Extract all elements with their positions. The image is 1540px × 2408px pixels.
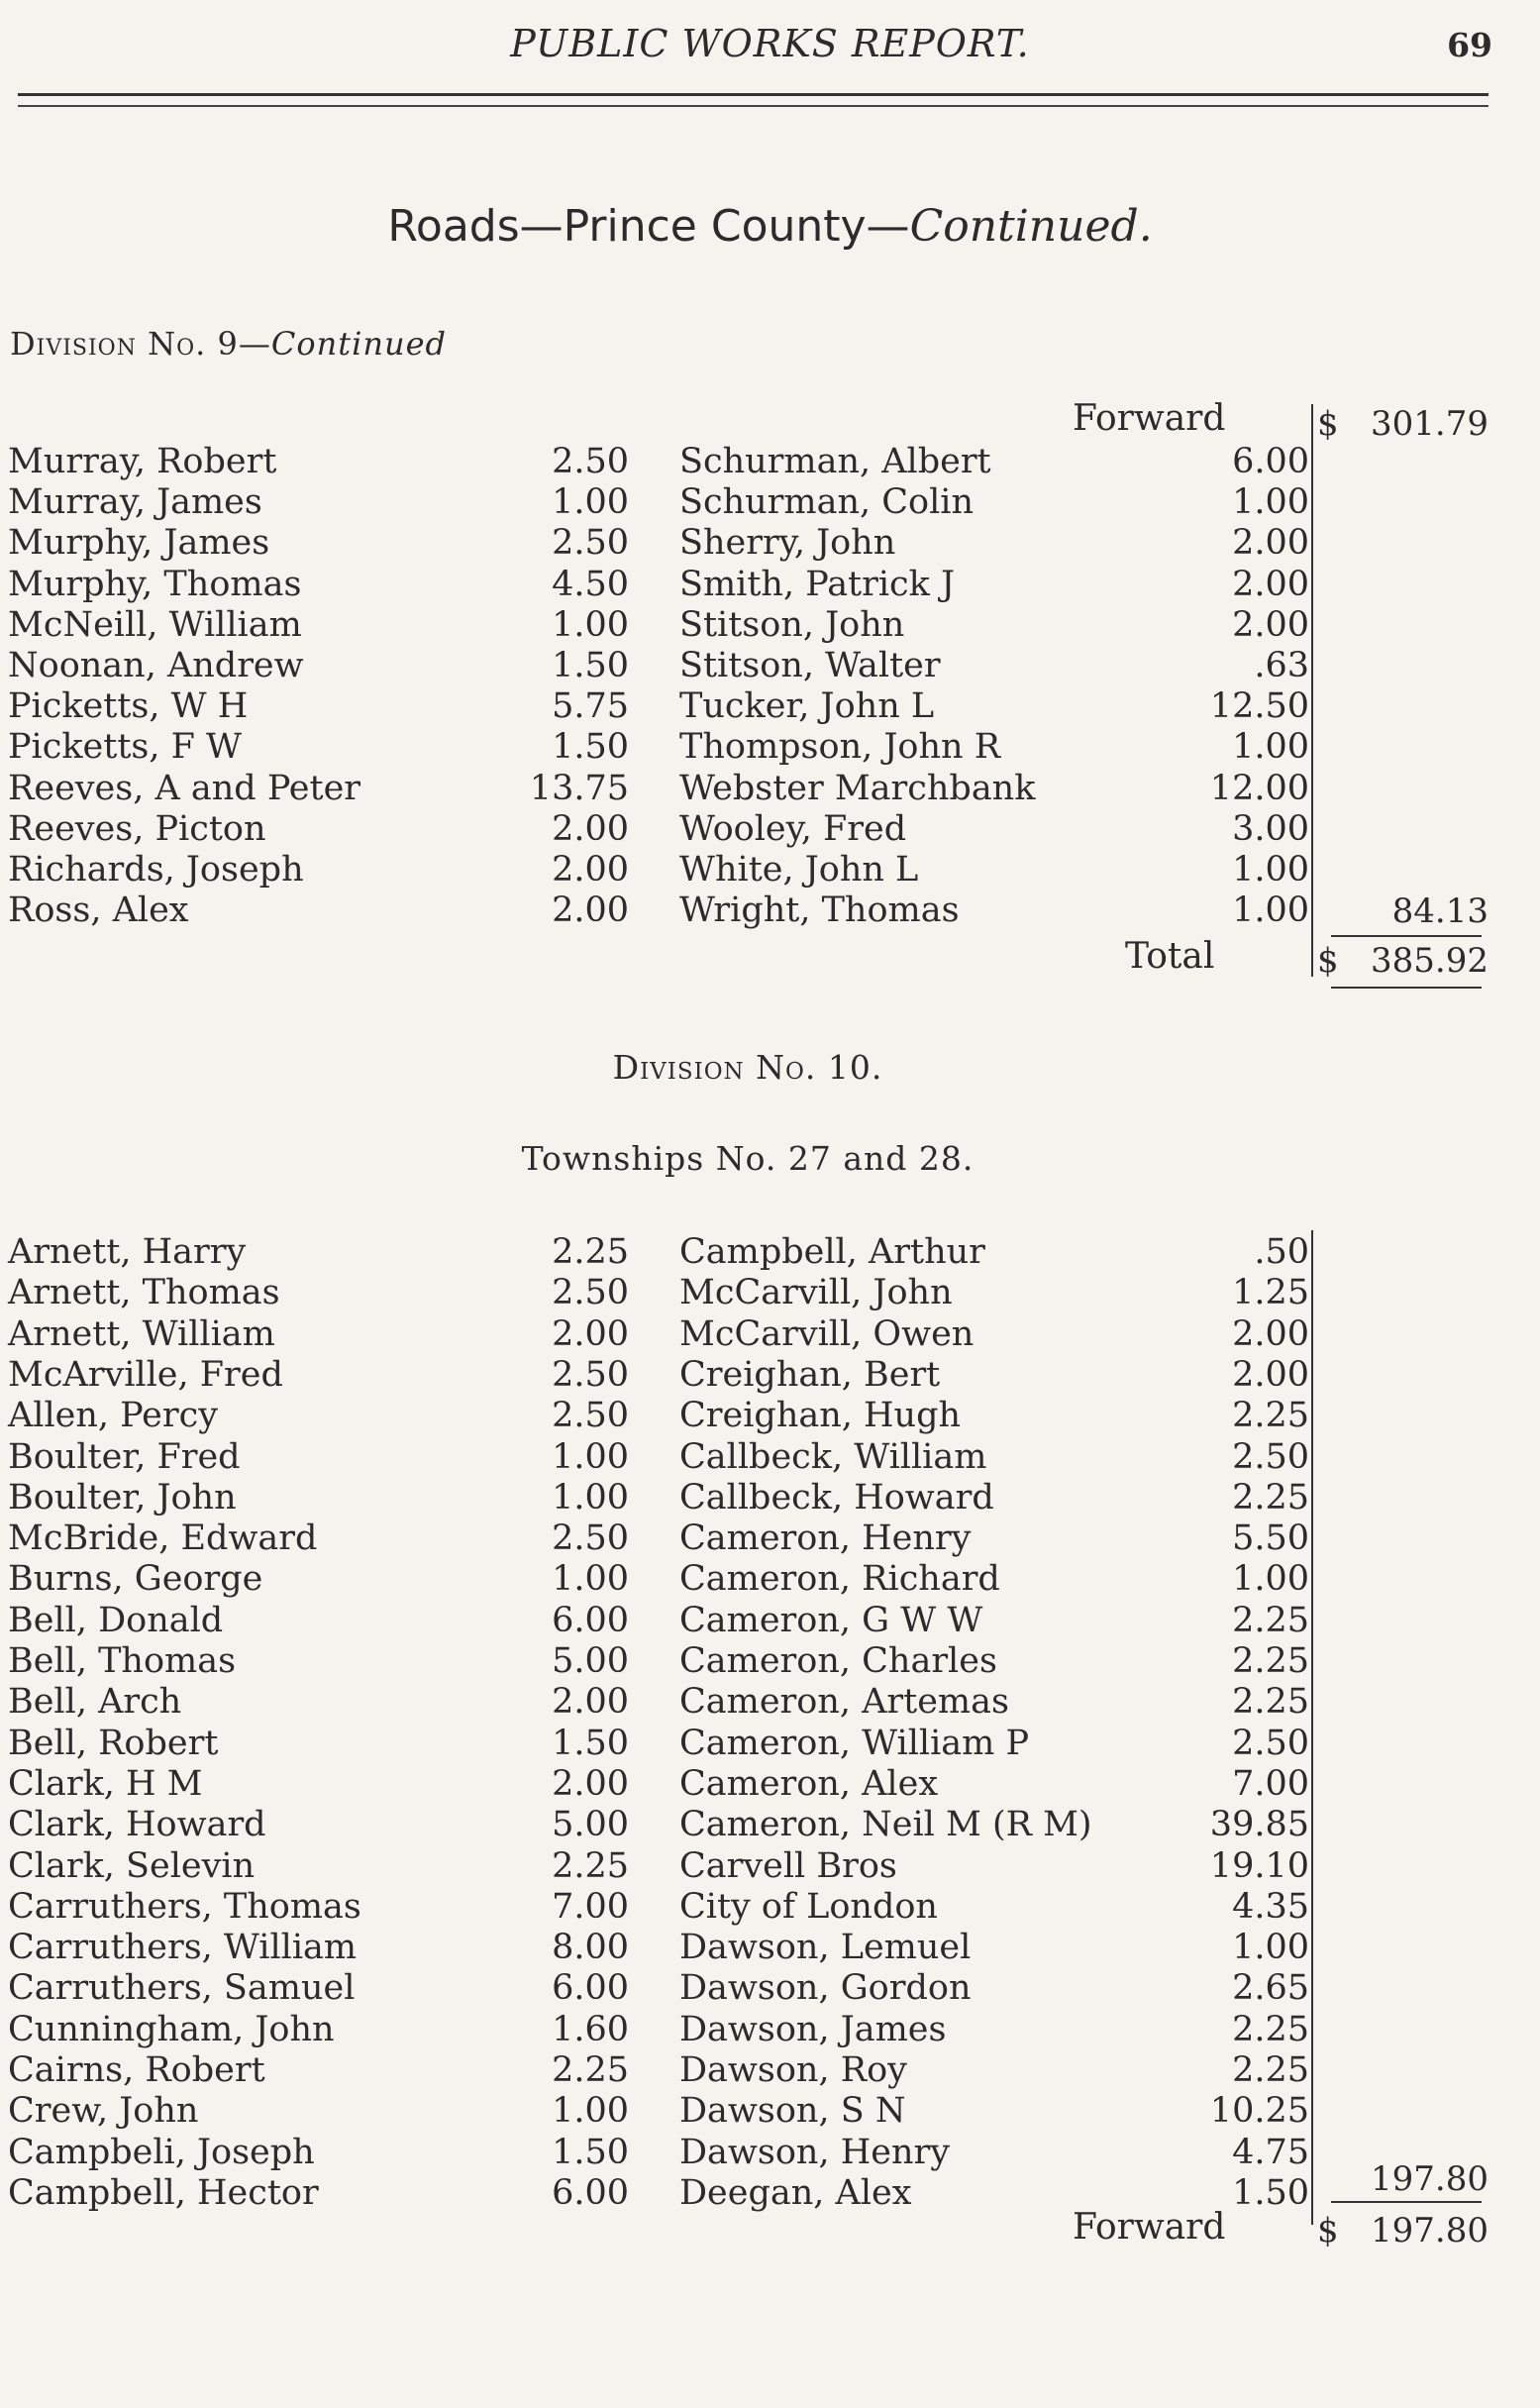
right-amount: 4.75 [1232, 2132, 1309, 2172]
left-name: Richards, Joseph [8, 850, 304, 890]
section-title [0, 201, 1540, 252]
table-row [0, 1805, 1540, 1845]
table-row [0, 482, 1540, 523]
div9-forward-amount: 301.79 [1371, 404, 1489, 444]
right-name: Tucker, John L [679, 686, 935, 727]
left-name: Boulter, John [8, 1477, 237, 1518]
left-amount: 1.00 [552, 1436, 629, 1477]
right-name: Cameron, Henry [679, 1518, 972, 1559]
table-row [0, 1314, 1540, 1355]
left-amount: 1.50 [552, 1723, 629, 1763]
right-amount: 6.00 [1232, 442, 1309, 481]
left-amount: 1.50 [552, 646, 629, 685]
right-amount: 1.00 [1232, 727, 1309, 768]
right-amount: 2.65 [1232, 1968, 1309, 2009]
right-amount: 2.00 [1232, 604, 1309, 645]
left-amount: 1.60 [552, 2009, 629, 2049]
right-name: Dawson, S N [679, 2091, 906, 2132]
right-name: Webster Marchbank [679, 768, 1036, 808]
div10-forward-label: Forward [1073, 2207, 1226, 2248]
left-name: Boulter, Fred [8, 1436, 241, 1477]
div10-forward-dollar: $ [1317, 2211, 1339, 2251]
right-name: Wright, Thomas [679, 890, 960, 931]
table-row [0, 850, 1540, 890]
right-amount: 2.50 [1232, 1436, 1309, 1477]
right-name: Schurman, Albert [679, 442, 991, 481]
table-row [0, 2010, 1540, 2050]
div9-total-dollar: $ [1317, 941, 1339, 981]
right-amount: 12.00 [1209, 768, 1309, 808]
right-amount: 2.00 [1232, 564, 1309, 604]
right-name: Deegan, Alex [679, 2172, 912, 2213]
left-name: Allen, Percy [8, 1396, 218, 1436]
left-name: Murray, Robert [8, 442, 277, 481]
right-name: Dawson, James [679, 2009, 947, 2049]
table-row [0, 1724, 1540, 1764]
right-name: Cameron, Richard [679, 1559, 1000, 1600]
left-name: Clark, Howard [8, 1805, 266, 1845]
div9-forward-dollar: $ [1317, 404, 1339, 444]
table-row [0, 1764, 1540, 1805]
division-10-heading: Division No. 10. [612, 1048, 883, 1087]
left-amount: 5.75 [552, 686, 629, 727]
right-name: Dawson, Roy [679, 2050, 907, 2090]
left-amount: 2.00 [552, 1763, 629, 1804]
left-amount: 8.00 [552, 1928, 629, 1968]
right-amount: 2.25 [1232, 2050, 1309, 2090]
left-name: Crew, John [8, 2091, 199, 2132]
right-name: Dawson, Lemuel [679, 1928, 972, 1968]
right-name: Wooley, Fred [679, 808, 907, 849]
div10-column-rule [1311, 1230, 1313, 2225]
table-row [0, 1437, 1540, 1478]
left-amount: 5.00 [552, 1641, 629, 1681]
table-row [0, 1478, 1540, 1518]
left-amount: 6.00 [552, 1968, 629, 2009]
left-name: Clark, H M [8, 1763, 203, 1804]
left-amount: 6.00 [552, 2172, 629, 2213]
section-title-main: Roads—Prince County— [387, 201, 910, 252]
right-amount: 39.85 [1209, 1805, 1309, 1845]
left-amount: 2.00 [552, 808, 629, 849]
right-amount: 1.00 [1232, 1928, 1309, 1968]
right-amount: 1.00 [1232, 850, 1309, 890]
left-name: Bell, Arch [8, 1682, 182, 1723]
table-row [0, 605, 1540, 646]
left-name: Cairns, Robert [8, 2050, 265, 2090]
right-name: Cameron, G W W [679, 1600, 983, 1640]
table-row [0, 1355, 1540, 1396]
left-name: Picketts, W H [8, 686, 249, 727]
right-name: Thompson, John R [679, 727, 1001, 768]
left-name: Campbeli, Joseph [8, 2132, 315, 2172]
left-amount: 2.00 [552, 850, 629, 890]
left-amount: 1.00 [552, 1559, 629, 1600]
left-name: Bell, Robert [8, 1723, 219, 1763]
right-amount: 1.00 [1232, 890, 1309, 931]
left-amount: 2.50 [552, 1354, 629, 1395]
div10-subtotal: 197.80 [1371, 2159, 1489, 2199]
left-name: Murphy, Thomas [8, 564, 302, 604]
right-amount: 5.50 [1232, 1518, 1309, 1559]
left-amount: 2.00 [552, 1313, 629, 1354]
left-amount: 1.50 [552, 727, 629, 768]
table-row [0, 2050, 1540, 2091]
division-9-label: Division No. 9— [10, 325, 271, 363]
right-name: City of London [679, 1886, 938, 1927]
left-amount: 2.50 [552, 523, 629, 564]
townships-heading: Townships No. 27 and 28. [521, 1139, 975, 1178]
left-amount: 2.00 [552, 890, 629, 931]
right-name: Dawson, Henry [679, 2132, 950, 2172]
right-amount: 3.00 [1232, 808, 1309, 849]
right-amount: .63 [1254, 646, 1309, 685]
table-row [0, 2133, 1540, 2173]
div9-total-amount: 385.92 [1371, 941, 1489, 981]
right-amount: .50 [1254, 1232, 1309, 1272]
left-name: McBride, Edward [8, 1518, 318, 1559]
div10-forward-amount: 197.80 [1371, 2211, 1489, 2251]
table-row [0, 646, 1540, 686]
right-amount: 1.25 [1232, 1273, 1309, 1313]
right-amount: 2.25 [1232, 1600, 1309, 1640]
right-amount: 19.10 [1209, 1845, 1309, 1886]
left-amount: 2.50 [552, 1396, 629, 1436]
division-9-continued: Continued [270, 325, 447, 363]
page-number: 69 [1447, 26, 1492, 64]
right-name: Smith, Patrick J [679, 564, 956, 604]
left-name: Picketts, F W [8, 727, 242, 768]
right-name: Callbeck, William [679, 1436, 987, 1477]
right-amount: 2.00 [1232, 1354, 1309, 1395]
table-row [0, 890, 1540, 931]
right-amount: 2.00 [1232, 1313, 1309, 1354]
right-name: Dawson, Gordon [679, 1968, 972, 2009]
table-row [0, 523, 1540, 564]
left-amount: 1.00 [552, 482, 629, 523]
right-amount: 2.25 [1232, 1641, 1309, 1681]
table-row [0, 727, 1540, 768]
left-name: Reeves, A and Peter [8, 768, 361, 808]
left-name: Carruthers, Samuel [8, 1968, 356, 2009]
right-name: Sherry, John [679, 523, 896, 564]
div9-forward-label: Forward [1073, 398, 1226, 439]
table-row [0, 1559, 1540, 1600]
right-amount: 1.00 [1232, 482, 1309, 523]
left-amount: 2.00 [552, 1682, 629, 1723]
left-name: Burns, George [8, 1559, 263, 1600]
div9-subtotal: 84.13 [1391, 891, 1489, 931]
left-name: Ross, Alex [8, 890, 189, 931]
section-title-continued: Continued. [909, 201, 1153, 252]
left-name: Bell, Donald [8, 1600, 224, 1640]
right-amount: 2.25 [1232, 1682, 1309, 1723]
table-row [0, 1887, 1540, 1928]
right-amount: 1.00 [1232, 1559, 1309, 1600]
right-amount: 2.25 [1232, 1477, 1309, 1518]
right-amount: 2.00 [1232, 523, 1309, 564]
right-name: McCarvill, John [679, 1273, 953, 1313]
left-name: Arnett, Thomas [8, 1273, 280, 1313]
right-name: Creighan, Bert [679, 1354, 941, 1395]
table-row [0, 1601, 1540, 1641]
left-name: Murray, James [8, 482, 262, 523]
table-row [0, 1682, 1540, 1723]
left-name: Arnett, William [8, 1313, 275, 1354]
div9-total-rule [1331, 987, 1482, 989]
table-row [0, 1846, 1540, 1887]
div9-column-rule [1311, 404, 1313, 977]
left-name: Cunningham, John [8, 2009, 335, 2049]
left-amount: 2.50 [552, 1518, 629, 1559]
right-name: Schurman, Colin [679, 482, 975, 523]
left-name: McNeill, William [8, 604, 302, 645]
left-amount: 4.50 [552, 564, 629, 604]
left-name: Arnett, Harry [8, 1232, 247, 1272]
left-name: Bell, Thomas [8, 1641, 237, 1681]
left-name: Noonan, Andrew [8, 646, 304, 685]
left-name: Carruthers, Thomas [8, 1886, 361, 1927]
running-head [0, 22, 1540, 71]
table-row [0, 769, 1540, 809]
right-name: McCarvill, Owen [679, 1313, 975, 1354]
left-name: Reeves, Picton [8, 808, 266, 849]
left-name: Carruthers, William [8, 1928, 358, 1968]
left-amount: 1.00 [552, 604, 629, 645]
right-name: Stitson, John [679, 604, 905, 645]
div9-subtotal-rule [1331, 935, 1482, 937]
right-amount: 4.35 [1232, 1886, 1309, 1927]
left-amount: 2.25 [552, 1232, 629, 1272]
table-row [0, 1641, 1540, 1682]
header-rule-top [18, 93, 1489, 96]
right-name: Cameron, Neil M (R M) [679, 1805, 1092, 1845]
table-row [0, 1928, 1540, 1968]
right-name: Cameron, William P [679, 1723, 1030, 1763]
right-name: Cameron, Charles [679, 1641, 997, 1681]
left-amount: 13.75 [529, 768, 629, 808]
left-amount: 1.00 [552, 1477, 629, 1518]
right-name: Campbell, Arthur [679, 1232, 985, 1272]
division-9-heading [10, 325, 447, 363]
left-name: Campbell, Hector [8, 2172, 319, 2213]
running-title: PUBLIC WORKS REPORT. [510, 22, 1030, 65]
table-row [0, 1273, 1540, 1313]
right-name: Creighan, Hugh [679, 1396, 962, 1436]
left-amount: 5.00 [552, 1805, 629, 1845]
right-name: Stitson, Walter [679, 646, 941, 685]
left-amount: 2.50 [552, 1273, 629, 1313]
table-row [0, 2091, 1540, 2132]
left-amount: 6.00 [552, 1600, 629, 1640]
right-amount: 2.25 [1232, 1396, 1309, 1436]
table-row [0, 1396, 1540, 1436]
table-row [0, 1518, 1540, 1559]
div10-subtotal-rule [1331, 2201, 1482, 2203]
table-row [0, 565, 1540, 605]
right-name: White, John L [679, 850, 919, 890]
left-amount: 1.50 [552, 2132, 629, 2172]
table-row [0, 809, 1540, 850]
table-row [0, 1232, 1540, 1273]
left-amount: 2.25 [552, 1845, 629, 1886]
right-amount: 10.25 [1209, 2091, 1309, 2132]
right-amount: 12.50 [1209, 686, 1309, 727]
table-row [0, 1968, 1540, 2009]
right-amount: 2.25 [1232, 2009, 1309, 2049]
right-amount: 7.00 [1232, 1763, 1309, 1804]
right-name: Cameron, Alex [679, 1763, 939, 1804]
table-row [0, 2173, 1540, 2214]
div9-total-label: Total [1125, 936, 1215, 977]
table-row [0, 442, 1540, 482]
table-row [0, 686, 1540, 727]
right-name: Callbeck, Howard [679, 1477, 994, 1518]
right-name: Cameron, Artemas [679, 1682, 1009, 1723]
left-amount: 1.00 [552, 2091, 629, 2132]
right-amount: 1.50 [1232, 2172, 1309, 2213]
left-amount: 7.00 [552, 1886, 629, 1927]
header-rule-bottom [18, 105, 1489, 107]
left-name: Clark, Selevin [8, 1845, 256, 1886]
left-amount: 2.25 [552, 2050, 629, 2090]
left-amount: 2.50 [552, 442, 629, 481]
left-name: McArville, Fred [8, 1354, 283, 1395]
right-name: Carvell Bros [679, 1845, 897, 1886]
right-amount: 2.50 [1232, 1723, 1309, 1763]
left-name: Murphy, James [8, 523, 270, 564]
